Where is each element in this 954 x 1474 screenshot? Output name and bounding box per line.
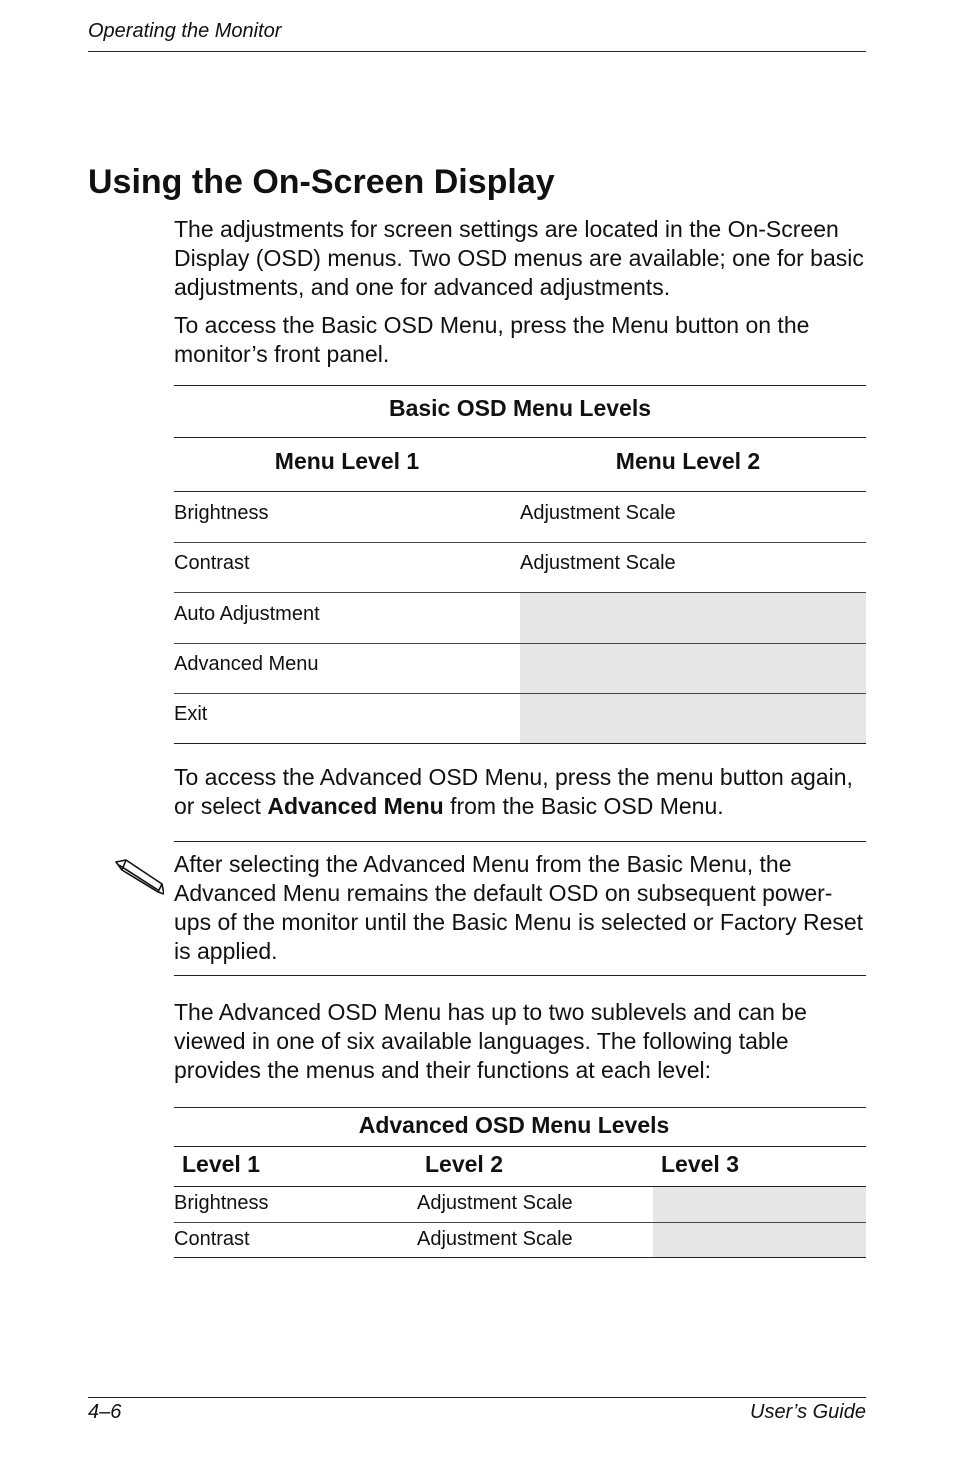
note-rule-bottom [174, 975, 866, 976]
section-title: Using the On-Screen Display [88, 163, 555, 201]
intro-paragraph-2: To access the Basic OSD Menu, press the Menu button on the monitor’s front panel. [174, 312, 810, 367]
table-cell: Adjustment Scale [520, 552, 676, 574]
advanced-col-header-3: Level 3 [661, 1151, 739, 1177]
note-rule-top [174, 841, 866, 842]
row-divider [174, 592, 866, 593]
row-divider [174, 542, 866, 543]
advanced-table-title: Advanced OSD Menu Levels [358, 1112, 670, 1138]
page-number: 4–6 [88, 1401, 122, 1423]
row-divider [174, 1222, 866, 1223]
table-rule [174, 1257, 866, 1258]
table-cell: Brightness [174, 502, 269, 524]
advanced-access-text-end: from the Basic OSD Menu. [443, 793, 724, 819]
basic-table-title: Basic OSD Menu Levels [388, 395, 652, 421]
running-header: Operating the Monitor [88, 20, 282, 42]
table-cell: Adjustment Scale [417, 1192, 573, 1214]
advanced-col-header-2: Level 2 [425, 1151, 503, 1177]
table-rule [174, 743, 866, 744]
table-cell: Auto Adjustment [174, 603, 320, 625]
pencil-icon [112, 858, 164, 898]
intro-paragraph-1: The adjustments for screen settings are located in the On-Screen Display (OSD) menus. Two OSD menus are available; one for basic adjustments, and one for advanced adjustments. [174, 216, 864, 300]
table-cell: Contrast [174, 552, 250, 574]
table-cell: Adjustment Scale [520, 502, 676, 524]
advanced-col-header-1: Level 1 [182, 1151, 260, 1177]
row-divider [174, 693, 866, 694]
row-divider [174, 643, 866, 644]
guide-name: User’s Guide [750, 1401, 866, 1423]
table-rule [174, 437, 866, 438]
table-cell: Adjustment Scale [417, 1228, 573, 1250]
table-cell: Contrast [174, 1228, 250, 1250]
table-rule [174, 1107, 866, 1108]
basic-col-header-1: Menu Level 1 [274, 448, 420, 474]
table-rule [174, 385, 866, 386]
table-cell: Advanced Menu [174, 653, 319, 675]
basic-col-header-2: Menu Level 2 [615, 448, 761, 474]
note-text: After selecting the Advanced Menu from the Basic Menu, the Advanced Menu remains the default OSD on subsequent power-ups of the monitor until the Basic Menu is selected or Factory Reset is applied. [174, 851, 864, 964]
advanced-menu-bold: Advanced Menu [267, 793, 444, 819]
footer-rule [88, 1397, 866, 1398]
table-rule [174, 1146, 866, 1147]
header-rule [88, 51, 866, 52]
table-cell: Brightness [174, 1192, 269, 1214]
advanced-access-paragraph [174, 763, 866, 821]
empty-shaded-cell [520, 592, 866, 744]
advanced-access-text: To access the Advanced OSD Menu, press the menu button again, or select [174, 764, 853, 819]
table-rule [174, 491, 866, 492]
advanced-intro-paragraph: The Advanced OSD Menu has up to two sublevels and can be viewed in one of six available languages. The following table provides the menus and their functions at each level: [174, 999, 807, 1083]
table-cell: Exit [174, 703, 208, 725]
